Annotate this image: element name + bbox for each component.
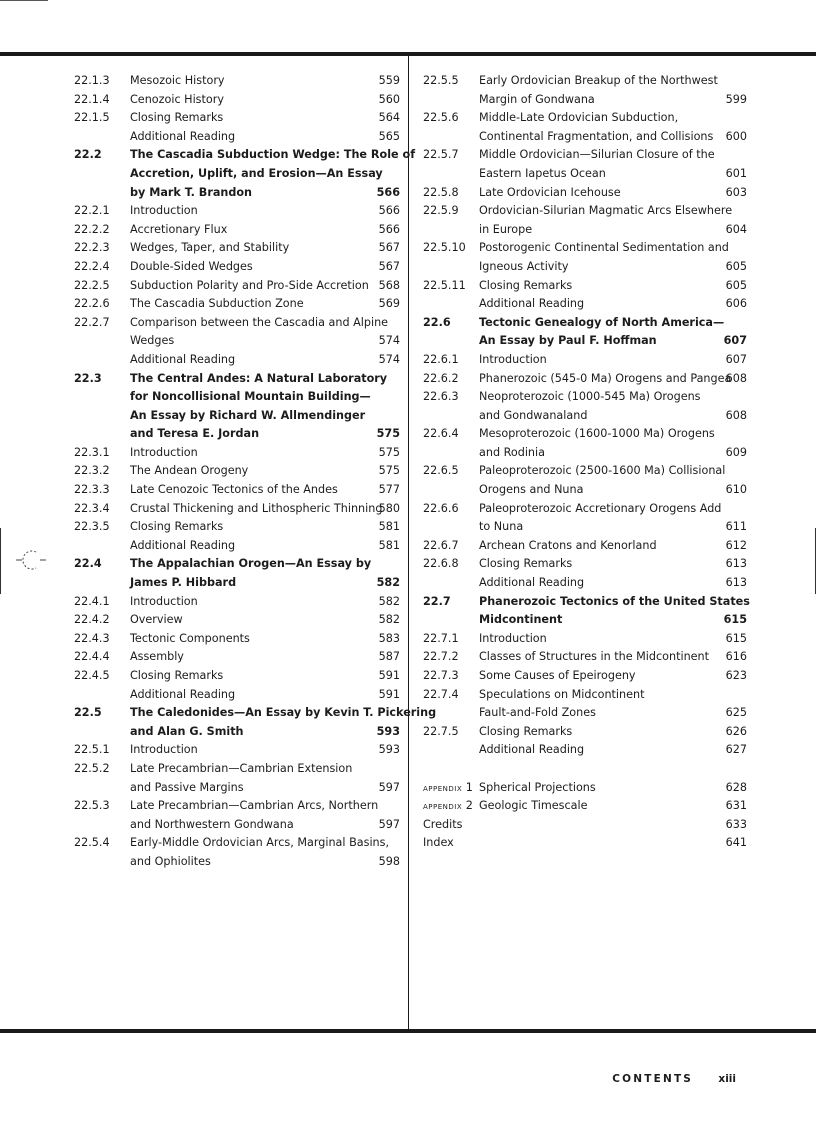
section-number: 22.5.10 xyxy=(423,241,466,255)
running-footer-title: CONTENTS xyxy=(612,1073,694,1085)
appendix-title: Spherical Projections xyxy=(479,780,596,794)
section-title: Tectonic Components xyxy=(130,631,250,645)
page-ref: 613 xyxy=(725,557,747,571)
page-ref: 626 xyxy=(725,724,747,738)
toc-entry[interactable] xyxy=(423,611,747,630)
section-title: Margin of Gondwana xyxy=(479,92,595,106)
left-margin-tick xyxy=(0,528,1,594)
section-title: The Caledonides—An Essay by Kevin T. Pickering xyxy=(130,706,437,720)
toc-entry[interactable] xyxy=(423,444,747,463)
page-ref: 631 xyxy=(725,799,747,813)
section-title: Eastern Iapetus Ocean xyxy=(479,166,606,180)
section-title: Late Cenozoic Tectonics of the Andes xyxy=(130,483,338,497)
section-title: and Rodinia xyxy=(479,445,545,459)
toc-entry[interactable] xyxy=(423,648,747,667)
page-ref: 607 xyxy=(725,352,747,366)
section-title: Additional Reading xyxy=(479,576,585,590)
toc-entry[interactable] xyxy=(423,686,747,705)
toc-entry[interactable] xyxy=(74,388,400,407)
section-number: 22.6 xyxy=(423,315,451,329)
section-title: Overview xyxy=(130,613,183,627)
appendix-index: 1 xyxy=(465,780,473,794)
section-title: Continental Fragmentation, and Collisions xyxy=(479,129,714,143)
section-title: Postorogenic Continental Sedimentation and xyxy=(479,241,729,255)
toc-entry[interactable] xyxy=(74,537,400,556)
toc-entry[interactable] xyxy=(74,648,400,667)
toc-entry[interactable] xyxy=(74,797,400,816)
page-ref: 623 xyxy=(725,669,747,682)
section-title: Closing Remarks xyxy=(479,278,573,292)
toc-entry[interactable] xyxy=(74,760,400,779)
page-ref: 597 xyxy=(378,780,400,794)
section-number: 22.6.3 xyxy=(423,390,459,404)
toc-entry[interactable] xyxy=(423,481,747,500)
page-ref: 591 xyxy=(378,687,400,701)
page-number: xiii xyxy=(718,1073,736,1085)
section-title: Additional Reading xyxy=(479,743,585,757)
page-ref: 575 xyxy=(378,445,400,459)
section-number: 22.4.4 xyxy=(74,650,110,664)
section-title: Additional Reading xyxy=(130,129,236,143)
section-title: The Cascadia Subduction Zone xyxy=(130,297,304,311)
toc-entry[interactable] xyxy=(74,704,437,723)
section-number: 22.4.5 xyxy=(74,669,110,682)
toc-entry[interactable] xyxy=(423,388,747,407)
toc-entry[interactable] xyxy=(423,258,747,277)
section-title: Introduction xyxy=(130,594,198,608)
page-ref: 577 xyxy=(378,483,400,497)
toc-entry[interactable] xyxy=(423,239,747,258)
section-title: Middle Ordovician—Silurian Closure of the xyxy=(479,148,715,162)
toc-entry[interactable] xyxy=(74,611,400,630)
section-title: Introduction xyxy=(130,204,198,218)
section-title: Crustal Thickening and Lithospheric Thinning xyxy=(130,501,383,515)
page-ref: 612 xyxy=(725,538,747,552)
section-title: The Appalachian Orogen—An Essay by xyxy=(130,557,372,571)
section-number: 22.7 xyxy=(423,594,451,608)
toc-entry[interactable] xyxy=(423,500,747,519)
appendix-title: Geologic Timescale xyxy=(479,799,588,813)
toc-entry[interactable] xyxy=(74,128,400,147)
toc-entry[interactable] xyxy=(74,425,400,444)
page-footer xyxy=(612,1073,736,1085)
section-number: 22.3.2 xyxy=(74,464,110,478)
section-title: Additional Reading xyxy=(130,687,236,701)
page-ref: 574 xyxy=(378,352,400,366)
section-title: Introduction xyxy=(130,743,198,757)
section-number: 22.6.7 xyxy=(423,538,459,552)
section-title: Igneous Activity xyxy=(479,259,569,273)
section-number: 22.5.6 xyxy=(423,111,459,125)
toc-entry[interactable] xyxy=(423,128,747,147)
toc-entry[interactable] xyxy=(423,165,747,184)
page-ref: 587 xyxy=(378,650,400,664)
page-ref: 568 xyxy=(378,278,400,292)
page-ref: 581 xyxy=(378,538,400,552)
toc-entry[interactable] xyxy=(74,184,400,203)
toc-entry[interactable] xyxy=(423,109,747,128)
toc-entry[interactable] xyxy=(423,277,747,296)
page-ref: 605 xyxy=(725,259,747,273)
page-ref: 600 xyxy=(725,129,747,143)
toc-entry[interactable] xyxy=(74,481,400,500)
appendix-label: APPENDIX xyxy=(423,784,463,793)
section-number: 22.1.5 xyxy=(74,111,110,125)
section-title: Late Ordovician Icehouse xyxy=(479,185,621,199)
page-ref: 582 xyxy=(378,613,400,627)
toc-entry[interactable] xyxy=(74,741,400,760)
section-number: 22.2.1 xyxy=(74,204,110,218)
page-ref: 564 xyxy=(378,111,400,125)
page-ref: 615 xyxy=(723,613,747,627)
page-ref: 582 xyxy=(376,576,400,590)
page-ref: 628 xyxy=(725,780,747,794)
toc-entry[interactable] xyxy=(423,462,747,481)
toc-entry[interactable] xyxy=(423,723,747,742)
section-number: 22.7.5 xyxy=(423,724,459,738)
section-title: and Gondwanaland xyxy=(479,408,588,422)
section-title: Late Precambrian—Cambrian Extension xyxy=(130,761,353,775)
section-title: An Essay by Paul F. Hoffman xyxy=(479,334,657,348)
section-number: 22.2.3 xyxy=(74,241,110,255)
page-ref: 560 xyxy=(378,92,400,106)
page-ref: 567 xyxy=(378,259,400,273)
section-number: 22.5.3 xyxy=(74,799,110,813)
section-title: and Teresa E. Jordan xyxy=(130,427,260,441)
back-matter-entry[interactable] xyxy=(423,816,747,835)
section-title: James P. Hibbard xyxy=(130,576,237,590)
toc-entry[interactable] xyxy=(74,630,400,649)
toc-entry[interactable] xyxy=(74,202,400,221)
section-number: 22.2.6 xyxy=(74,297,110,311)
section-title: Comparison between the Cascadia and Alpine xyxy=(130,315,389,329)
section-title: Early-Middle Ordovician Arcs, Marginal Basins, xyxy=(130,836,390,850)
section-title: Mesoproterozoic (1600-1000 Ma) Orogens xyxy=(479,427,715,441)
toc-entry[interactable] xyxy=(74,295,400,314)
appendix-number xyxy=(423,779,473,799)
section-title: Middle-Late Ordovician Subduction, xyxy=(479,111,679,125)
section-number: 22.2.7 xyxy=(74,315,110,329)
section-title: Tectonic Genealogy of North America— xyxy=(479,315,725,329)
page-ref: 575 xyxy=(378,464,400,478)
toc-entry[interactable] xyxy=(74,518,400,537)
section-title: Closing Remarks xyxy=(479,557,573,571)
toc-entry[interactable] xyxy=(74,370,400,389)
section-title: The Central Andes: A Natural Laboratory xyxy=(130,371,388,385)
toc-entry[interactable] xyxy=(74,723,400,742)
section-title: Wedges xyxy=(130,334,175,348)
page-ref: 605 xyxy=(725,278,747,292)
toc-entry[interactable] xyxy=(74,555,400,574)
page-ref: 569 xyxy=(378,297,400,311)
section-number: 22.3.4 xyxy=(74,501,110,515)
page-ref: 606 xyxy=(725,297,747,311)
section-title: Neoproterozoic (1000-545 Ma) Orogens xyxy=(479,390,701,404)
page-ref: 609 xyxy=(725,445,747,459)
section-title: Closing Remarks xyxy=(130,520,224,534)
appendix-label: APPENDIX xyxy=(423,803,463,812)
page-ref: 566 xyxy=(376,185,400,199)
section-number: 22.6.1 xyxy=(423,352,459,366)
toc-entry[interactable] xyxy=(74,444,400,463)
toc-entry[interactable] xyxy=(423,295,747,314)
section-title: Speculations on Midcontinent xyxy=(479,687,645,701)
section-title: An Essay by Richard W. Allmendinger xyxy=(130,408,366,422)
toc-entry[interactable] xyxy=(423,574,747,593)
appendix-entry[interactable] xyxy=(423,779,747,798)
section-number: 22.5.5 xyxy=(423,74,459,87)
toc-entry[interactable] xyxy=(74,165,400,184)
section-title: Midcontinent xyxy=(479,613,563,627)
top-edge-line xyxy=(0,0,48,1)
page-ref: 641 xyxy=(725,836,747,850)
section-title: Classes of Structures in the Midcontinent xyxy=(479,650,710,664)
section-title: and Northwestern Gondwana xyxy=(130,817,294,831)
toc-entry[interactable] xyxy=(74,91,400,110)
section-title: Additional Reading xyxy=(130,538,236,552)
section-number: 22.7.4 xyxy=(423,687,459,701)
page-ref: 581 xyxy=(378,520,400,534)
toc-entry[interactable] xyxy=(423,630,747,649)
page-ref: 582 xyxy=(378,594,400,608)
toc-entry[interactable] xyxy=(423,314,747,333)
column-divider xyxy=(408,56,409,1030)
page-ref: 611 xyxy=(725,520,747,534)
section-number: 22.2.5 xyxy=(74,278,110,292)
section-number: 22.5.7 xyxy=(423,148,459,162)
back-matter-entry[interactable] xyxy=(423,834,747,853)
back-matter-title: Index xyxy=(423,836,454,850)
spacer xyxy=(423,760,747,779)
toc-entry[interactable] xyxy=(423,425,747,444)
toc-entry[interactable] xyxy=(423,351,747,370)
toc-entry[interactable] xyxy=(423,202,747,221)
appendix-entry[interactable] xyxy=(423,797,747,816)
bottom-rule xyxy=(0,1029,816,1033)
toc-entry[interactable] xyxy=(423,537,747,556)
page-ref: 603 xyxy=(725,185,747,199)
appendix-index: 2 xyxy=(465,799,473,813)
toc-entry[interactable] xyxy=(74,258,400,277)
section-number: 22.5.8 xyxy=(423,185,459,199)
section-title: Phanerozoic Tectonics of the United States xyxy=(479,594,750,608)
toc-entry[interactable] xyxy=(74,109,400,128)
section-number: 22.1.4 xyxy=(74,92,110,106)
toc-entry[interactable] xyxy=(74,593,400,612)
back-matter-title: Credits xyxy=(423,817,463,831)
toc-entry[interactable] xyxy=(423,72,747,91)
toc-entry[interactable] xyxy=(423,667,747,686)
toc-entry[interactable] xyxy=(74,72,400,91)
section-title: Double-Sided Wedges xyxy=(130,259,253,273)
section-number: 22.4.1 xyxy=(74,594,110,608)
section-title: Paleoproterozoic Accretionary Orogens Add xyxy=(479,501,722,515)
page-ref: 565 xyxy=(378,129,400,143)
section-number: 22.3.3 xyxy=(74,483,110,497)
page-ref: 604 xyxy=(725,222,747,236)
toc-entry[interactable] xyxy=(74,574,400,593)
toc-entry[interactable] xyxy=(74,667,400,686)
section-title: The Andean Orogeny xyxy=(130,464,249,478)
page-ref: 598 xyxy=(378,854,400,868)
page-ref: 633 xyxy=(725,817,747,831)
page-ref: 610 xyxy=(725,483,747,497)
section-number: 22.5 xyxy=(74,706,102,720)
toc-entry[interactable] xyxy=(423,741,747,760)
section-title: for Noncollisional Mountain Building— xyxy=(130,390,371,404)
section-number: 22.6.2 xyxy=(423,371,459,385)
section-number: 22.4.3 xyxy=(74,631,110,645)
page-ref: 593 xyxy=(376,724,400,738)
section-title: Additional Reading xyxy=(479,297,585,311)
toc-entry[interactable] xyxy=(423,704,747,723)
toc-entry[interactable] xyxy=(74,277,400,296)
section-number: 22.2.2 xyxy=(74,222,110,236)
page-ref: 566 xyxy=(378,222,400,236)
section-number: 22.5.11 xyxy=(423,278,466,292)
section-title: Introduction xyxy=(479,352,547,366)
section-title: Introduction xyxy=(130,445,198,459)
toc-entry[interactable] xyxy=(423,146,747,165)
section-title: Subduction Polarity and Pro-Side Accretion xyxy=(130,278,369,292)
page-ref: 599 xyxy=(725,92,747,106)
section-title: Some Causes of Epeirogeny xyxy=(479,669,636,682)
section-title: Mesozoic History xyxy=(130,74,225,87)
section-title: Cenozoic History xyxy=(130,92,224,106)
section-number: 22.3.5 xyxy=(74,520,110,534)
toc-entry[interactable] xyxy=(74,834,400,853)
toc-entry[interactable] xyxy=(74,351,400,370)
section-number: 22.6.4 xyxy=(423,427,459,441)
section-number: 22.1.3 xyxy=(74,74,110,87)
toc-entry[interactable] xyxy=(74,407,400,426)
section-title: Closing Remarks xyxy=(479,724,573,738)
section-number: 22.5.1 xyxy=(74,743,110,757)
registration-mark-icon xyxy=(16,548,46,572)
section-number: 22.6.5 xyxy=(423,464,459,478)
section-title: Phanerozoic (545-0 Ma) Orogens and Pangea xyxy=(479,371,732,385)
section-title: Orogens and Nuna xyxy=(479,483,584,497)
section-title: and Alan G. Smith xyxy=(130,724,244,738)
section-title: in Europe xyxy=(479,222,533,236)
section-number: 22.5.4 xyxy=(74,836,110,850)
section-number: 22.4 xyxy=(74,557,102,571)
toc-entry[interactable] xyxy=(74,816,400,835)
toc-entry[interactable] xyxy=(74,332,400,351)
section-title: Wedges, Taper, and Stability xyxy=(130,241,290,255)
section-title: Closing Remarks xyxy=(130,111,224,125)
page-ref: 608 xyxy=(725,408,747,422)
page-ref: 583 xyxy=(378,631,400,645)
toc-entry[interactable] xyxy=(423,593,750,612)
page-ref: 616 xyxy=(725,650,747,664)
page-ref: 627 xyxy=(725,743,747,757)
page-ref: 607 xyxy=(723,334,747,348)
section-title: Introduction xyxy=(479,631,547,645)
section-number: 22.2 xyxy=(74,148,102,162)
toc-entry[interactable] xyxy=(423,91,747,110)
page-ref: 601 xyxy=(725,166,747,180)
toc-entry[interactable] xyxy=(423,332,747,351)
page-ref: 575 xyxy=(376,427,400,441)
section-number: 22.6.8 xyxy=(423,557,459,571)
section-title: Additional Reading xyxy=(130,352,236,366)
section-title: Fault-and-Fold Zones xyxy=(479,706,596,720)
section-title: Assembly xyxy=(130,650,184,664)
toc-entry[interactable] xyxy=(423,370,747,389)
toc-entry[interactable] xyxy=(74,314,400,333)
toc-entry[interactable] xyxy=(423,555,747,574)
section-title: The Cascadia Subduction Wedge: The Role of xyxy=(130,148,416,162)
page-ref: 613 xyxy=(725,576,747,590)
toc-right-column xyxy=(423,72,750,853)
section-number: 22.7.2 xyxy=(423,650,459,664)
page-ref: 615 xyxy=(725,631,747,645)
section-number: 22.2.4 xyxy=(74,259,110,273)
section-title: Paleoproterozoic (2500-1600 Ma) Collisional xyxy=(479,464,726,478)
section-number: 22.5.9 xyxy=(423,204,459,218)
section-title: Accretionary Flux xyxy=(130,222,228,236)
section-title: Late Precambrian—Cambrian Arcs, Northern xyxy=(130,799,379,813)
page-ref: 580 xyxy=(378,501,400,515)
appendix-number xyxy=(423,797,473,817)
page-ref: 625 xyxy=(725,706,747,720)
section-number: 22.4.2 xyxy=(74,613,110,627)
section-title: Accretion, Uplift, and Erosion—An Essay xyxy=(130,166,383,180)
section-number: 22.7.3 xyxy=(423,669,459,682)
section-title: and Ophiolites xyxy=(130,854,211,868)
toc-entry[interactable] xyxy=(423,184,747,203)
page-ref: 574 xyxy=(378,334,400,348)
section-title: by Mark T. Brandon xyxy=(130,185,253,199)
page-ref: 567 xyxy=(378,241,400,255)
page-ref: 608 xyxy=(725,371,747,385)
toc-entry[interactable] xyxy=(74,146,416,165)
section-title: Closing Remarks xyxy=(130,669,224,682)
toc-left-column xyxy=(74,72,437,872)
toc-entry[interactable] xyxy=(423,518,747,537)
toc-entry[interactable] xyxy=(423,407,747,426)
toc-entry[interactable] xyxy=(74,462,400,481)
toc-entry[interactable] xyxy=(423,221,747,240)
page-ref: 591 xyxy=(378,669,400,682)
section-title: to Nuna xyxy=(479,520,524,534)
toc-entry[interactable] xyxy=(74,853,400,872)
section-number: 22.3 xyxy=(74,371,102,385)
section-number: 22.7.1 xyxy=(423,631,459,645)
section-title: and Passive Margins xyxy=(130,780,244,794)
section-number: 22.3.1 xyxy=(74,445,110,459)
page-ref: 566 xyxy=(378,204,400,218)
page-ref: 597 xyxy=(378,817,400,831)
toc-entry[interactable] xyxy=(74,779,400,798)
section-title: Archean Cratons and Kenorland xyxy=(479,538,657,552)
toc-entry[interactable] xyxy=(74,686,400,705)
section-title: Ordovician-Silurian Magmatic Arcs Elsewhere xyxy=(479,204,733,218)
toc-entry[interactable] xyxy=(74,500,400,519)
page-ref: 559 xyxy=(378,74,400,87)
page-ref: 593 xyxy=(378,743,400,757)
section-number: 22.6.6 xyxy=(423,501,459,515)
section-title: Early Ordovician Breakup of the Northwest xyxy=(479,74,718,87)
toc-entry[interactable] xyxy=(74,221,400,240)
section-number: 22.5.2 xyxy=(74,761,110,775)
toc-entry[interactable] xyxy=(74,239,400,258)
